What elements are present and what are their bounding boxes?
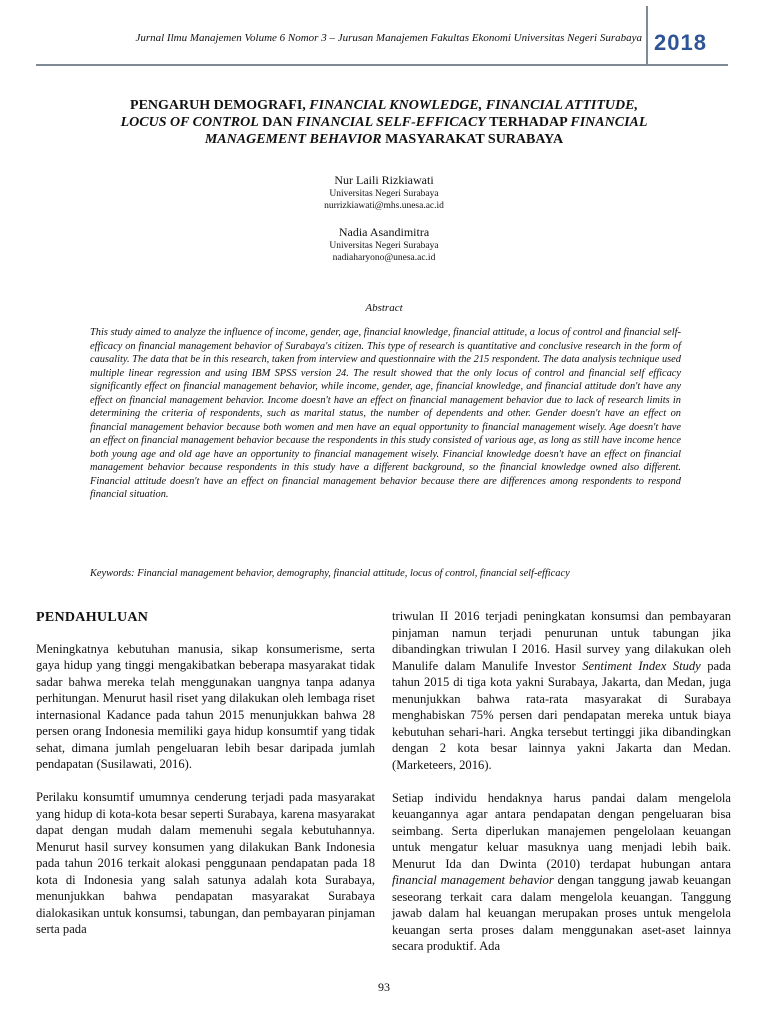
title-text-italic: LOCUS OF CONTROL (120, 115, 259, 130)
abstract-heading: Abstract (365, 302, 403, 314)
body-paragraph: Meningkatnya kebutuhan manusia, sikap konsumerisme, serta gaya hidup yang tinggi mengakibatkan beberapa masyarakat tidak sadar bahwa mereka telah menggunakan uangnya tanpa adanya perhitungan. Menurut hasil riset yang dilakukan oleh lembaga riset internasional Kadance pada tahun 2015 menunjukkan bahwa 28 persen orang Indonesia memiliki gaya hidup konsumtif yang tidak sehat, dimana jumlah pengeluaran lebih besar daripada jumlah pendapatan (Susilawati, 2016). (36, 641, 375, 771)
author-email[interactable]: nurrizkiawati@mhs.unesa.ac.id (324, 201, 444, 211)
paragraph-text: Setiap individu hendaknya harus pandai dalam mengelola keuangannya agar antara pendapatan dengan pengeluaran bisa seimbang. Serta diperlukan manajemen pengelolaan keuangan untuk mengatur keluar masuknya uang menjadi lebih baik. Menurut Ida dan Dwinta (2010) terdapat hubungan antara (392, 790, 731, 871)
page-number: 93 (378, 980, 390, 994)
header-vertical-divider (646, 6, 648, 66)
title-text: PENGARUH DEMOGRAFI, (130, 98, 310, 113)
title-text: MASYARAKAT SURABAYA (381, 132, 564, 147)
author-name: Nur Laili Rizkiawati (334, 173, 434, 187)
paragraph-text: dengan tanggung jawab keuangan seseorang terkait cara dalam mengelola keuangan. Tanggung jawab dalam hal keuangan merupakan proses untuk mengelola keuangan serta proses dalam menggunakan aset-aset lainnya secara produktif. Ada (392, 873, 731, 953)
author-block (0, 173, 768, 212)
section-heading: PENDAHULUAN (36, 610, 149, 625)
title-text-italic: FINANCIAL (570, 115, 648, 130)
title-text: TERHADAP (485, 115, 571, 130)
paragraph-text-italic: financial management behavior (392, 873, 554, 887)
publication-year: 2018 (654, 30, 707, 55)
paper-title (60, 97, 708, 148)
body-paragraph (392, 790, 731, 955)
author-email[interactable]: nadiaharyono@unesa.ac.id (332, 253, 436, 263)
paragraph-text: pada tahun 2015 di tiga kota yakni Surabaya, Jakarta, dan Medan, juga menunjukkan bahwa rata-rata masyarakat di Surabaya menghabiskan 75% persen dari pendapatan mereka untuk biaya kebutuhan sehari-hari. Angka tersebut tertinggi jika dibandingkan dengan 2 kota besar lainnya yakni Jakarta dan Medan. (Marketeers, 2016). (392, 658, 732, 772)
page-header (0, 0, 768, 66)
keywords: Keywords: Financial management behavior, demography, financial attitude, locus of control, financial self-efficacy (90, 568, 570, 579)
body-paragraph: Perilaku konsumtif umumnya cenderung terjadi pada masyarakat yang hidup di kota-kota besar seperti Surabaya, karena masyarakat dapat dengan mudah dalam memenuhi segala kebutuhannya. Menurut hasil survey konsumen yang dilakukan Bank Indonesia pada tahun 2016 terkait alokasi penggunaan pendapatan pada 18 kota di Indonesia yang salah satunya adalah kota Surabaya, menunjukkan bahwa pendapatan masyarakat Surabaya dialokasikan untuk konsumsi, tabungan, dan pembayaran pinjaman serta pada (36, 790, 375, 936)
left-column (36, 608, 375, 954)
header-divider (36, 64, 728, 66)
paragraph-text-italic: Sentiment Index Study (582, 658, 701, 673)
abstract-body: This study aimed to analyze the influence of income, gender, age, financial knowledge, financial attitude, a locus of control and financial self-efficacy on financial management behavior of Surabaya's citizen. This type of research is quantitative and conclusive research in the form of causality. The data that be in this research, taken from interview and questionnaire with the 215 respondent. The data analysis technique used multiple linear regression and using IBM SPSS version 24. The result showed that the only locus of control and financial self efficacy significantly effect on financial management behavior, while income, gender, age, financial knowledge, and financial attitude don't have any effect on financial management behavior. Income doesn't have an effect on financial management behavior due to lack of research limits in determining the criteria of respondents, such as marital status, the number of dependents and other. Gender doesn't have an effect on financial management behavior because both women and men have an equal opportunity to financial management wisely. Age doesn't have an effect on financial management behavior because the respondents in this study consisted of various age, as long as still have income hence both young age and old age have an opportunity to financial management wisely. Financial knowledge doesn't have an effect on financial management behavior because respondents in this study have a different background, so the financial knowledge owned also different. Financial attitude doesn't have an effect on financial management behavior because there are differences among respondents to respond financial situation. (90, 327, 681, 500)
author-affiliation: Universitas Negeri Surabaya (329, 241, 439, 251)
title-text-italic: FINANCIAL KNOWLEDGE, FINANCIAL ATTITUDE, (309, 98, 638, 113)
paragraph-text: triwulan II 2016 terjadi peningkatan konsumsi dan pembayaran pinjaman namun terjadi penurunan untuk tabungan jika dibandingkan triwulan I 2016. Hasil survey yang dilakukan oleh Manulife dalam Manulife Investor (392, 609, 731, 673)
author-block (0, 225, 768, 264)
journal-title: Jurnal Ilmu Manajemen Volume 6 Nomor 3 – Jurusan Manajemen Fakultas Ekonomi Universitas Negeri Surabaya (135, 32, 642, 44)
right-column (392, 608, 731, 971)
title-text: DAN (258, 115, 297, 130)
body-paragraph (392, 608, 731, 773)
author-affiliation: Universitas Negeri Surabaya (329, 189, 439, 199)
title-text-italic: MANAGEMENT BEHAVIOR (204, 132, 382, 147)
title-text-italic: FINANCIAL SELF-EFFICACY (296, 115, 486, 130)
author-name: Nadia Asandimitra (338, 225, 430, 239)
